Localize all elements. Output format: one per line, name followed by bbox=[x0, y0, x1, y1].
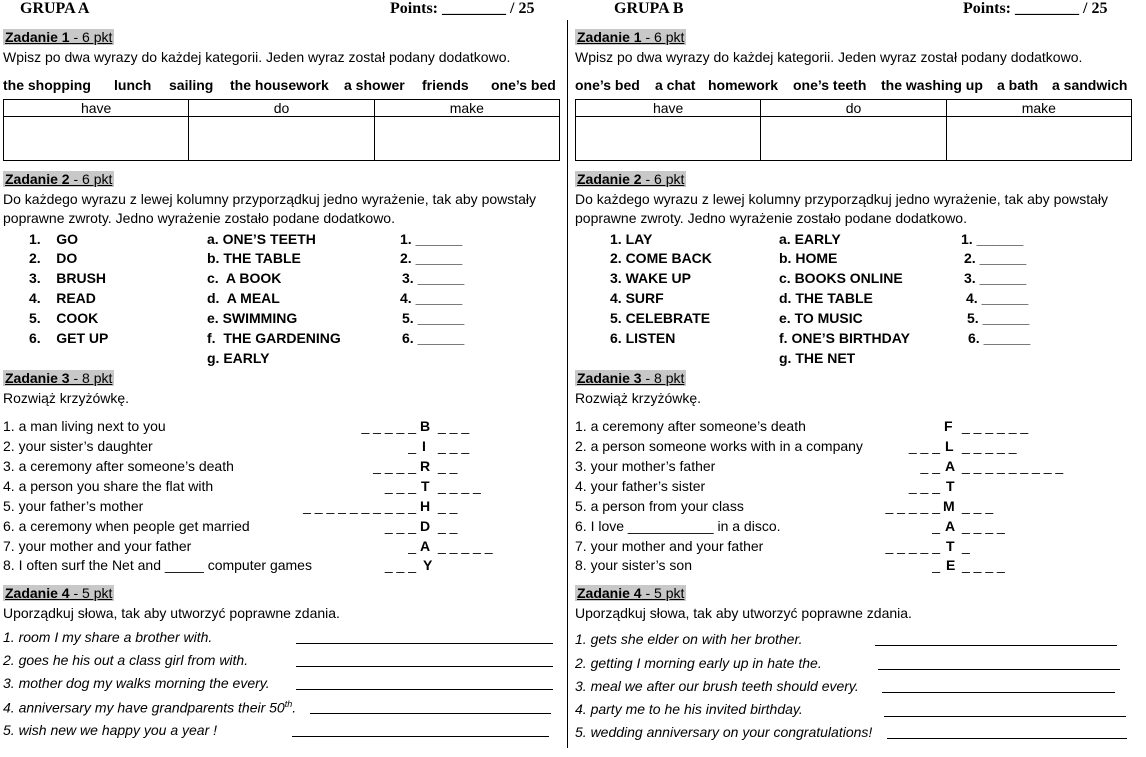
answer-slot[interactable]: 4. ______ bbox=[400, 290, 463, 306]
crossword-clue: 5. your father’s mother bbox=[3, 498, 144, 514]
left-item: 2. DO bbox=[29, 250, 78, 266]
sentence-item: 1. gets she elder on with her brother. bbox=[575, 631, 803, 647]
crossword-clue: 3. a ceremony after someone’s death bbox=[3, 458, 234, 474]
left-item: 6. GET UP bbox=[29, 330, 109, 346]
answer-slot[interactable]: 1. ______ bbox=[400, 231, 463, 247]
answer-line[interactable] bbox=[878, 669, 1120, 670]
task-2-heading bbox=[575, 171, 686, 187]
crossword-key-letter: F bbox=[944, 418, 953, 434]
sentence-text: 4. anniversary my have grandparents their 50 bbox=[3, 699, 285, 716]
points-label: Points: ________ / 25 bbox=[390, 0, 535, 17]
right-item: a. ONE’S TEETH bbox=[207, 231, 316, 247]
answer-cell-do[interactable] bbox=[761, 117, 946, 161]
word-item: one’s bed bbox=[575, 77, 640, 93]
task-2-instruction: Do każdego wyrazu z lewej kolumny przyporządkuj jedno wyrażenie, tak aby powstały bbox=[3, 191, 537, 207]
crossword-clue: 6. I love ___________ in a disco. bbox=[575, 518, 781, 534]
answer-line[interactable] bbox=[310, 713, 551, 714]
left-item: 4. READ bbox=[29, 290, 96, 306]
answer-slot[interactable]: 5. ______ bbox=[967, 310, 1030, 326]
word-item: a bath bbox=[997, 77, 1039, 93]
task-4-heading bbox=[575, 585, 686, 601]
column-divider bbox=[567, 20, 568, 748]
task-points: - 8 pkt bbox=[641, 370, 685, 386]
left-item: 5. CELEBRATE bbox=[610, 310, 711, 326]
crossword-blanks-before[interactable]: _ bbox=[932, 518, 940, 534]
task-3-instruction: Rozwiąż krzyżówkę. bbox=[3, 390, 130, 406]
sentence-item: 4. party me to he his invited birthday. bbox=[575, 701, 803, 717]
crossword-blanks-before[interactable]: _ _ _ bbox=[384, 478, 416, 494]
crossword-key-letter: Y bbox=[423, 557, 433, 573]
answer-line[interactable] bbox=[296, 689, 553, 690]
crossword-blanks-after[interactable]: _ _ _ _ bbox=[962, 557, 1005, 573]
right-item: e. SWIMMING bbox=[207, 310, 298, 326]
crossword-blanks-after[interactable]: _ _ _ _ bbox=[962, 518, 1005, 534]
task-3-instruction: Rozwiąż krzyżówkę. bbox=[575, 390, 702, 406]
task-1-instruction: Wpisz po dwa wyrazy do każdej kategorii. Jeden wyraz został podany dodatkowo. bbox=[575, 49, 1083, 65]
crossword-blanks-before[interactable]: _ _ _ _ bbox=[373, 458, 416, 474]
answer-slot[interactable]: 3. ______ bbox=[964, 270, 1027, 286]
answer-line[interactable] bbox=[292, 736, 549, 737]
crossword-clue: 5. a person from your class bbox=[575, 498, 744, 514]
crossword-blanks-after[interactable]: _ _ _ _ _ bbox=[962, 438, 1017, 454]
right-item: a. EARLY bbox=[779, 231, 841, 247]
sentence-item: 5. wedding anniversary on your congratulations! bbox=[575, 724, 873, 740]
crossword-clue: 2. your sister’s daughter bbox=[3, 438, 153, 454]
crossword-key-letter: A bbox=[420, 538, 431, 554]
crossword-clue: 1. a man living next to you bbox=[3, 418, 166, 434]
crossword-blanks-before[interactable]: _ _ _ _ _ bbox=[885, 498, 940, 514]
right-item: f. ONE’S BIRTHDAY bbox=[779, 330, 910, 346]
task-4-instruction: Uporządkuj słowa, tak aby utworzyć poprawne zdania. bbox=[3, 605, 340, 621]
crossword-clue: 7. your mother and your father bbox=[3, 538, 192, 554]
right-item: e. TO MUSIC bbox=[779, 310, 863, 326]
word-item: a shower bbox=[344, 77, 405, 93]
task-title: Zadanie 4 bbox=[5, 585, 70, 601]
answer-cell-make[interactable] bbox=[374, 117, 559, 161]
sentence-item: 2. getting I morning early up in hate the. bbox=[575, 655, 822, 671]
answer-line[interactable] bbox=[887, 738, 1127, 739]
task-title: Zadanie 1 bbox=[577, 29, 642, 45]
right-item: g. EARLY bbox=[207, 350, 270, 366]
answer-line[interactable] bbox=[296, 643, 553, 644]
category-table bbox=[3, 99, 560, 161]
crossword-blanks-before[interactable]: _ bbox=[408, 438, 416, 454]
crossword-clue: 6. a ceremony when people get married bbox=[3, 518, 250, 534]
crossword-blanks-before[interactable]: _ _ _ bbox=[908, 478, 940, 494]
word-item: the washing up bbox=[881, 77, 983, 93]
crossword-blanks-before[interactable]: _ _ _ bbox=[384, 518, 416, 534]
crossword-key-letter: R bbox=[420, 458, 431, 474]
left-item: 4. SURF bbox=[610, 290, 664, 306]
word-item: one’s teeth bbox=[793, 77, 867, 93]
left-item: 5. COOK bbox=[29, 310, 99, 326]
sentence-item: 3. meal we after our brush teeth should every. bbox=[575, 678, 859, 694]
word-item: sailing bbox=[169, 77, 214, 93]
answer-line[interactable] bbox=[884, 716, 1126, 717]
right-item: f. THE GARDENING bbox=[207, 330, 341, 346]
crossword-key-letter: T bbox=[421, 478, 430, 494]
word-item: one’s bed bbox=[491, 77, 556, 93]
word-item: lunch bbox=[114, 77, 152, 93]
task-title: Zadanie 2 bbox=[577, 171, 642, 187]
crossword-blanks-after[interactable]: _ bbox=[962, 538, 970, 554]
crossword-key-letter: D bbox=[420, 518, 431, 534]
task-points: - 6 pkt bbox=[69, 29, 113, 45]
answer-line[interactable] bbox=[875, 645, 1117, 646]
crossword-clue: 8. I often surf the Net and _____ computer games bbox=[3, 557, 312, 573]
task-4-heading bbox=[3, 585, 114, 601]
task-points: - 6 pkt bbox=[641, 29, 685, 45]
crossword-blanks-after[interactable]: _ _ _ _ _ _ _ _ _ bbox=[962, 458, 1064, 474]
sentence-item: 2. goes he his out a class girl from with. bbox=[3, 652, 249, 668]
crossword-key-letter: L bbox=[945, 438, 954, 454]
task-1-instruction: Wpisz po dwa wyrazy do każdej kategorii. Jeden wyraz został podany dodatkowo. bbox=[3, 49, 511, 65]
crossword-key-letter: A bbox=[945, 518, 956, 534]
group-title: GRUPA B bbox=[614, 0, 684, 17]
word-item: the shopping bbox=[3, 77, 91, 93]
crossword-blanks-before[interactable]: _ bbox=[932, 557, 940, 573]
left-item: 2. COME BACK bbox=[610, 250, 712, 266]
task-points: - 8 pkt bbox=[69, 370, 113, 386]
left-item: 3. BRUSH bbox=[29, 270, 107, 286]
answer-slot[interactable]: 6. ______ bbox=[402, 330, 465, 346]
crossword-clue: 1. a ceremony after someone’s death bbox=[575, 418, 806, 434]
answer-cell-have[interactable] bbox=[576, 117, 761, 161]
answer-slot[interactable]: 2. ______ bbox=[400, 250, 463, 266]
task-3-heading bbox=[575, 370, 686, 386]
crossword-blanks-after[interactable]: _ _ _ bbox=[962, 498, 994, 514]
task-2-instruction-cont: poprawne zwroty. Jedno wyrażenie zostało podane dodatkowo. bbox=[575, 210, 967, 226]
crossword-key-letter: M bbox=[943, 498, 955, 514]
right-item: c. A BOOK bbox=[207, 270, 282, 286]
task-title: Zadanie 1 bbox=[5, 29, 70, 45]
category-table bbox=[575, 99, 1132, 161]
column-header-have: have bbox=[576, 100, 761, 117]
task-points: - 5 pkt bbox=[641, 585, 685, 601]
crossword-blanks-after[interactable]: _ _ bbox=[438, 518, 458, 534]
answer-slot[interactable]: 5. ______ bbox=[402, 310, 465, 326]
answer-slot[interactable]: 1. ______ bbox=[961, 231, 1024, 247]
crossword-blanks-before[interactable]: _ _ _ _ _ bbox=[885, 538, 940, 554]
crossword-blanks-after[interactable]: _ _ _ bbox=[438, 438, 470, 454]
task-points: - 6 pkt bbox=[641, 171, 685, 187]
column-header-do: do bbox=[761, 100, 946, 117]
task-points: - 5 pkt bbox=[69, 585, 113, 601]
crossword-key-letter: I bbox=[422, 438, 426, 454]
group-b-section bbox=[572, 0, 1132, 757]
sentence-item: 4. anniversary my have grandparents their 50th. bbox=[3, 699, 297, 716]
crossword-clue: 3. your mother’s father bbox=[575, 458, 716, 474]
word-item: the housework bbox=[230, 77, 329, 93]
crossword-blanks-before[interactable]: _ bbox=[408, 538, 416, 554]
crossword-clue: 4. a person you share the flat with bbox=[3, 478, 214, 494]
crossword-blanks-after[interactable]: _ _ _ bbox=[438, 418, 470, 434]
answer-slot[interactable]: 4. ______ bbox=[966, 290, 1029, 306]
right-item: g. THE NET bbox=[779, 350, 856, 366]
crossword-clue: 7. your mother and your father bbox=[575, 538, 764, 554]
sentence-item: 1. room I my share a brother with. bbox=[3, 629, 213, 645]
task-2-instruction-cont: poprawne zwroty. Jedno wyrażenie zostało podane dodatkowo. bbox=[3, 210, 395, 226]
column-header-have: have bbox=[4, 100, 189, 117]
task-title: Zadanie 4 bbox=[577, 585, 642, 601]
word-item: homework bbox=[708, 77, 779, 93]
crossword-blanks-before[interactable]: _ _ _ _ _ bbox=[361, 418, 416, 434]
crossword-blanks-before[interactable]: _ _ _ bbox=[908, 438, 940, 454]
crossword-blanks-after[interactable]: _ _ bbox=[438, 498, 458, 514]
answer-slot[interactable]: 3. ______ bbox=[402, 270, 465, 286]
right-item: b. THE TABLE bbox=[207, 250, 301, 266]
task-title: Zadanie 3 bbox=[5, 370, 70, 386]
word-item: a sandwich bbox=[1052, 77, 1128, 93]
answer-slot[interactable]: 2. ______ bbox=[964, 250, 1027, 266]
column-header-make: make bbox=[946, 100, 1131, 117]
sentence-item: 3. mother dog my walks morning the every. bbox=[3, 675, 270, 691]
task-title: Zadanie 3 bbox=[577, 370, 642, 386]
crossword-blanks-before[interactable]: _ _ bbox=[920, 458, 940, 474]
crossword-clue: 2. a person someone works with in a company bbox=[575, 438, 863, 454]
crossword-key-letter: B bbox=[420, 418, 431, 434]
crossword-blanks-after[interactable]: _ _ bbox=[438, 458, 458, 474]
crossword-blanks-after[interactable]: _ _ _ _ bbox=[438, 478, 481, 494]
crossword-key-letter: H bbox=[420, 498, 431, 514]
superscript: th bbox=[284, 699, 293, 709]
answer-line[interactable] bbox=[296, 666, 553, 667]
task-2-instruction: Do każdego wyrazu z lewej kolumny przyporządkuj jedno wyrażenie, tak aby powstały bbox=[575, 191, 1109, 207]
task-3-heading bbox=[3, 370, 114, 386]
right-item: d. THE TABLE bbox=[779, 290, 873, 306]
group-title: GRUPA A bbox=[20, 0, 90, 17]
crossword-blanks-before[interactable]: _ _ _ _ _ _ _ _ _ _ bbox=[303, 498, 416, 514]
crossword-clue: 8. your sister’s son bbox=[575, 557, 692, 573]
crossword-key-letter: T bbox=[946, 478, 955, 494]
answer-cell-make[interactable] bbox=[946, 117, 1131, 161]
answer-line[interactable] bbox=[882, 692, 1115, 693]
crossword-blanks-before[interactable]: _ _ _ bbox=[384, 557, 416, 573]
points-label: Points: ________ / 25 bbox=[963, 0, 1108, 17]
right-item: d. A MEAL bbox=[207, 290, 280, 306]
task-1-heading bbox=[3, 29, 114, 45]
crossword-clue: 4. your father’s sister bbox=[575, 478, 706, 494]
left-item: 1. LAY bbox=[610, 231, 653, 247]
left-item: 6. LISTEN bbox=[610, 330, 676, 346]
right-item: c. BOOKS ONLINE bbox=[779, 270, 903, 286]
task-4-instruction: Uporządkuj słowa, tak aby utworzyć poprawne zdania. bbox=[575, 605, 912, 621]
right-item: b. HOME bbox=[779, 250, 838, 266]
task-1-heading bbox=[575, 29, 686, 45]
column-header-make: make bbox=[374, 100, 559, 117]
crossword-blanks-after[interactable]: _ _ _ _ _ bbox=[438, 538, 493, 554]
column-header-do: do bbox=[189, 100, 374, 117]
word-item: friends bbox=[422, 77, 469, 93]
word-item: a chat bbox=[655, 77, 696, 93]
task-2-heading bbox=[3, 171, 114, 187]
task-points: - 6 pkt bbox=[69, 171, 113, 187]
sentence-item: 5. wish new we happy you a year ! bbox=[3, 722, 218, 738]
crossword-key-letter: A bbox=[945, 458, 956, 474]
task-title: Zadanie 2 bbox=[5, 171, 70, 187]
crossword-key-letter: T bbox=[946, 538, 955, 554]
group-a-section bbox=[0, 0, 560, 757]
answer-cell-have[interactable] bbox=[4, 117, 189, 161]
answer-slot[interactable]: 6. ______ bbox=[968, 330, 1031, 346]
answer-cell-do[interactable] bbox=[189, 117, 374, 161]
crossword-blanks-after[interactable]: _ _ _ _ _ _ bbox=[962, 418, 1029, 434]
left-item: 3. WAKE UP bbox=[610, 270, 691, 286]
crossword-key-letter: E bbox=[946, 557, 956, 573]
left-item: 1. GO bbox=[29, 231, 79, 247]
